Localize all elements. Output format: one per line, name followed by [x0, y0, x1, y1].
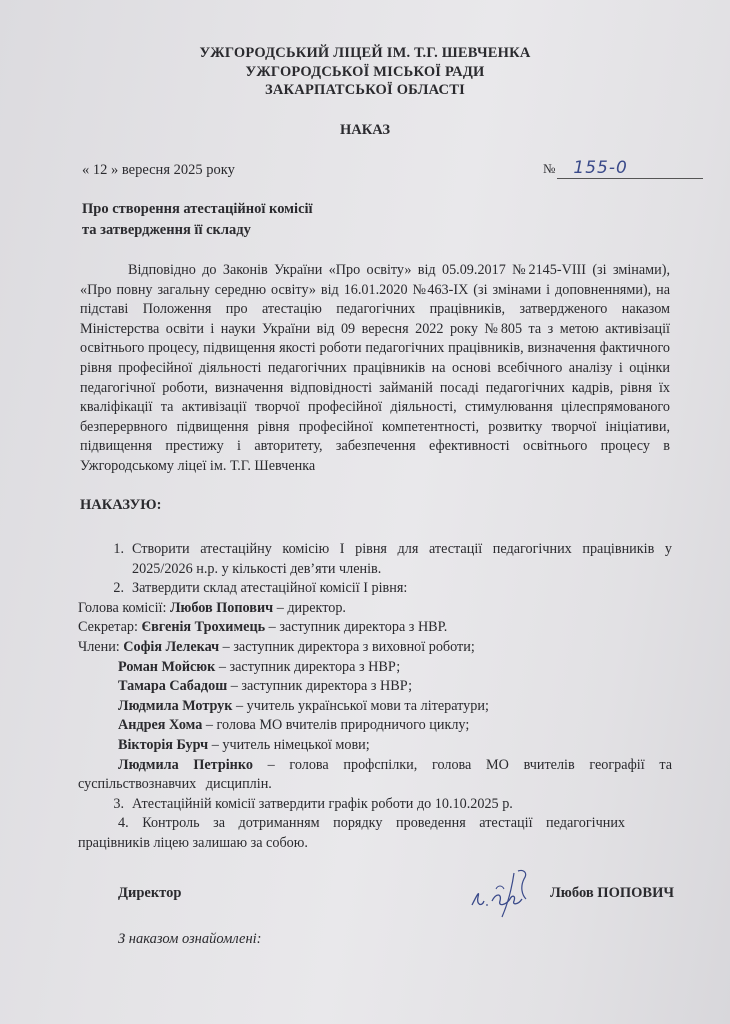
commission-chair: [78, 599, 672, 619]
commission-member: [78, 658, 672, 678]
item-text-rest: працівників ліцею залишаю за собою.: [78, 834, 308, 851]
person-name: Вікторія Бурч: [118, 736, 209, 753]
person-name: Людмила Петрінко: [118, 756, 253, 773]
person-name: Тамара Сабадош: [118, 678, 228, 695]
order-item-1: [78, 540, 672, 579]
header-line-1: УЖГОРОДСЬКИЙ ЛІЦЕЙ ІМ. Т.Г. ШЕВЧЕНКА: [199, 45, 531, 61]
item-text: Створити атестаційну комісію І рівня для атестації педагогічних працівників у 2025/2026 н.р. у кількості дев’яти членів.: [132, 541, 672, 577]
commission-secretary: [78, 618, 672, 638]
person-name: Любов Попович: [169, 599, 274, 616]
item-number: 2.: [113, 580, 124, 597]
person-name: Роман Мойсюк: [118, 658, 216, 675]
document-type: НАКАЗ: [339, 122, 391, 138]
person-name: Людмила Мотрук: [118, 697, 233, 714]
person-position: – заступник директора з НВР;: [227, 678, 413, 695]
commission-member: [78, 736, 672, 756]
person-name: Євгенія Трохимець: [141, 619, 266, 636]
order-item-3: [78, 795, 672, 815]
person-position: – голова профспілки, голова МО вчителів географії та суспільствознавчих дисциплін.: [78, 756, 673, 793]
person-position: – учитель німецької мови;: [208, 736, 370, 753]
item-text-first: Контроль за дотриманням порядку проведення атестації педагогічних: [142, 815, 626, 832]
commission-member: [78, 756, 672, 795]
role-label: Члени:: [78, 638, 120, 655]
acknowledgement-line: З наказом ознайомлені:: [118, 931, 262, 947]
signatory-title: Директор: [118, 885, 182, 901]
number-sign: №: [543, 161, 556, 176]
header-line-3: ЗАКАРПАТСЬКОЇ ОБЛАСТІ: [265, 82, 465, 98]
order-date: « 12 » вересня 2025 року: [82, 162, 235, 178]
item-text: Затвердити склад атестаційної комісії І рівня:: [132, 580, 408, 597]
commission-member: [78, 638, 672, 658]
person-position: – заступник директора з НВР;: [215, 658, 401, 675]
handwritten-signature-icon: [466, 867, 546, 919]
order-items: [78, 540, 672, 854]
commission-member: [78, 697, 672, 717]
person-name: Софія Лелекач: [123, 638, 220, 655]
subject-line-2: та затвердження її складу: [82, 222, 251, 238]
signatory-name: Любов ПОПОВИЧ: [550, 885, 674, 901]
order-subject: [82, 199, 313, 241]
preamble-paragraph: Відповідно до Законів України «Про освіту» від 05.09.2017 №2145-VIII (зі змінами), «Про повну загальну середню освіту» від 16.01.2020 №463-IX (зі змінами і доповненнями), на підставі Положення про атестацію педагогічних працівників, затвердженого наказом Міністерства освіти і науки України від 09 вересня 2022 року №805 та з метою активізації освітнього процесу, підвищення якості роботи педагогічних працівників, визначення фактичного рівня професійної діяльності педагогічних працівників на основі всебічного аналізу і оцінки педагогічної роботи, визначення відповідності займаній посаді педагогічних кадрів, рівня їх кваліфікації та активізації творчої професійної діяльності, стимулювання цілеспрямованого безперервного підвищення рівня професійної компетентності, розвитку творчої ініціативи, підвищення престижу і авторитету, забезпечення ефективності освітнього процесу в Ужгородському ліцеї ім. Т.Г. Шевченка: [80, 262, 670, 474]
order-number-value: 155-0: [557, 158, 703, 179]
subject-line-1: Про створення атестаційної комісії: [82, 201, 313, 217]
item-number: 1.: [113, 541, 124, 557]
person-position: – голова МО вчителів природничого циклу;: [202, 717, 470, 734]
item-number: 3.: [113, 795, 124, 812]
person-position: – заступник директора з НВР.: [265, 619, 448, 636]
order-item-2: [78, 579, 672, 599]
item-number: 4.: [118, 815, 129, 832]
role-label: Голова комісії:: [78, 599, 167, 616]
person-position: – учитель української мови та літератури;: [232, 697, 489, 714]
role-label: Секретар:: [78, 619, 138, 636]
order-number: [543, 158, 703, 179]
header-line-2: УЖГОРОДСЬКОЇ МІСЬКОЇ РАДИ: [245, 63, 485, 80]
person-name: Андрея Хома: [118, 717, 203, 734]
item-text: Атестаційній комісії затвердити графік роботи до 10.10.2025 р.: [132, 795, 513, 812]
order-heading: НАКАЗУЮ:: [80, 497, 162, 513]
person-position: – заступник директора з виховної роботи;: [219, 638, 475, 655]
institution-header: [0, 44, 730, 100]
person-position: – директор.: [273, 599, 346, 616]
commission-member: [78, 677, 672, 697]
commission-member: [78, 716, 672, 736]
order-item-4: [78, 814, 672, 853]
